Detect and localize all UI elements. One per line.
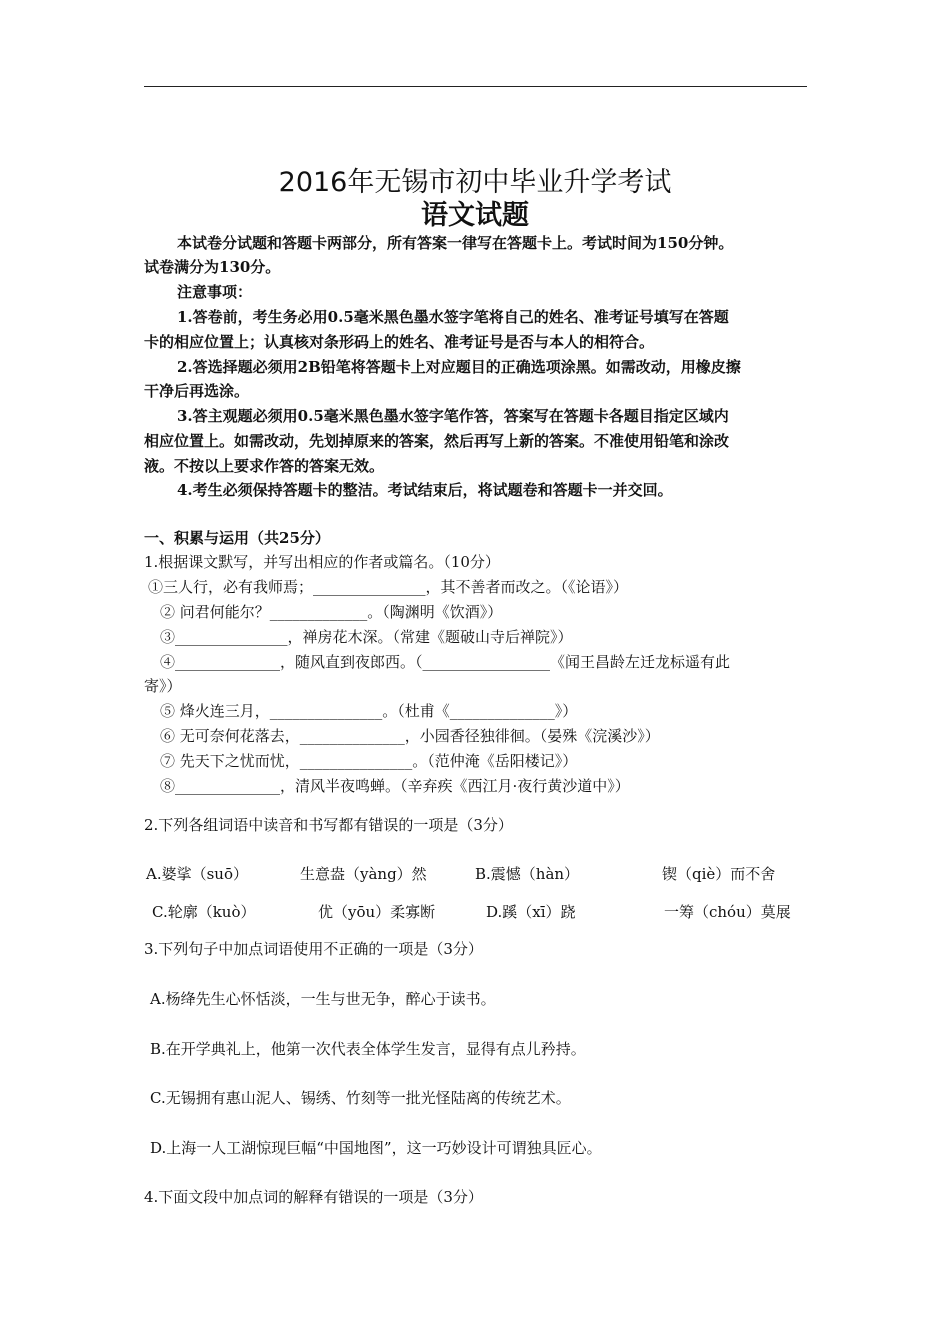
fill-blank-item: 寄》） <box>144 677 182 695</box>
notice-heading: 注意事项： <box>177 283 253 301</box>
notice-item: 2.答选择题必须用2B铅笔将答题卡上对应题目的正确选项涂黑。如需改动，用橡皮擦 <box>177 358 741 376</box>
fill-blank-item: ⑤ 烽火连三月，_______________。（杜甫《______________》） <box>160 702 578 720</box>
choice-option: A.婆挲（suō） <box>146 865 248 883</box>
question-stem: 3.下列句子中加点词语使用不正确的一项是（3分） <box>144 940 483 958</box>
choice-option: D.蹊（xī）跷 <box>486 903 576 921</box>
notice-item: 1.答卷前，考生务必用0.5毫米黑色墨水签字笔将自己的姓名、准考证号填写在答题 <box>177 308 729 326</box>
choice-option: D.上海一人工湖惊现巨幅“中国地图”，这一巧妙设计可谓独具匠心。 <box>150 1139 602 1157</box>
choice-option: B.在开学典礼上，他第一次代表全体学生发言，显得有点儿矜持。 <box>150 1040 586 1058</box>
choice-option: C.无锡拥有惠山泥人、锡绣、竹刻等一批光怪陆离的传统艺术。 <box>150 1089 571 1107</box>
choice-option: 锲（qiè）而不舍 <box>662 865 776 883</box>
notice-item: 4.考生必须保持答题卡的整洁。考试结束后，将试题卷和答题卡一并交回。 <box>177 481 673 499</box>
fill-blank-item: ⑦ 先天下之忧而忧，_______________。（范仲淹《岳阳楼记》） <box>160 752 578 770</box>
choice-option: 一筹（chóu）莫展 <box>664 903 791 921</box>
fill-blank-item: ③_______________，禅房花木深。（常建《题破山寺后禅院》） <box>160 628 573 646</box>
choice-option: B.震憾（hàn） <box>475 865 580 883</box>
fill-blank-item: ⑥ 无可奈何花落去，______________，小园香径独徘徊。（晏殊《浣溪沙》） <box>160 727 660 745</box>
page-subtitle: 语文试题 <box>421 200 529 231</box>
section-heading: 一、积累与运用（共25分） <box>144 529 330 547</box>
notice-item: 干净后再选涂。 <box>144 382 250 400</box>
intro-line: 本试卷分试题和答题卡两部分，所有答案一律写在答题卡上。考试时间为150分钟。 <box>177 234 734 252</box>
question-stem: 1.根据课文默写，并写出相应的作者或篇名。（10分） <box>144 553 500 571</box>
fill-blank-item: ④______________，随风直到夜郎西。（_________________《闻王昌龄左迁龙标遥有此 <box>160 653 731 671</box>
choice-option: 生意盎（yàng）然 <box>300 865 427 883</box>
notice-item: 相应位置上。如需改动，先划掉原来的答案，然后再写上新的答案。不准使用铅笔和涂改 <box>144 432 730 450</box>
notice-item: 液。不按以上要求作答的答案无效。 <box>144 457 385 475</box>
choice-option: 优（yōu）柔寡断 <box>318 903 436 921</box>
fill-blank-item: ⑧______________，清风半夜鸣蝉。（辛弃疾《西江月·夜行黄沙道中》） <box>160 777 630 795</box>
question-stem: 4.下面文段中加点词的解释有错误的一项是（3分） <box>144 1188 483 1206</box>
header-rule <box>144 86 807 87</box>
notice-item: 卡的相应位置上；认真核对条形码上的姓名、准考证号是否与本人的相符合。 <box>144 333 655 351</box>
choice-option: C.轮廓（kuò） <box>152 903 256 921</box>
question-stem: 2.下列各组词语中读音和书写都有错误的一项是（3分） <box>144 816 513 834</box>
choice-option: A.杨绛先生心怀恬淡，一生与世无争，醉心于读书。 <box>150 990 496 1008</box>
page-title: 2016年无锡市初中毕业升学考试 <box>278 167 672 198</box>
fill-blank-item: ①三人行，必有我师焉；_______________，其不善者而改之。（《论语》） <box>148 578 629 596</box>
notice-item: 3.答主观题必须用0.5毫米黑色墨水签字笔作答，答案写在答题卡各题目指定区域内 <box>177 407 729 425</box>
fill-blank-item: ② 问君何能尔？_____________。（陶渊明《饮酒》） <box>160 603 503 621</box>
intro-line: 试卷满分为130分。 <box>144 258 281 276</box>
